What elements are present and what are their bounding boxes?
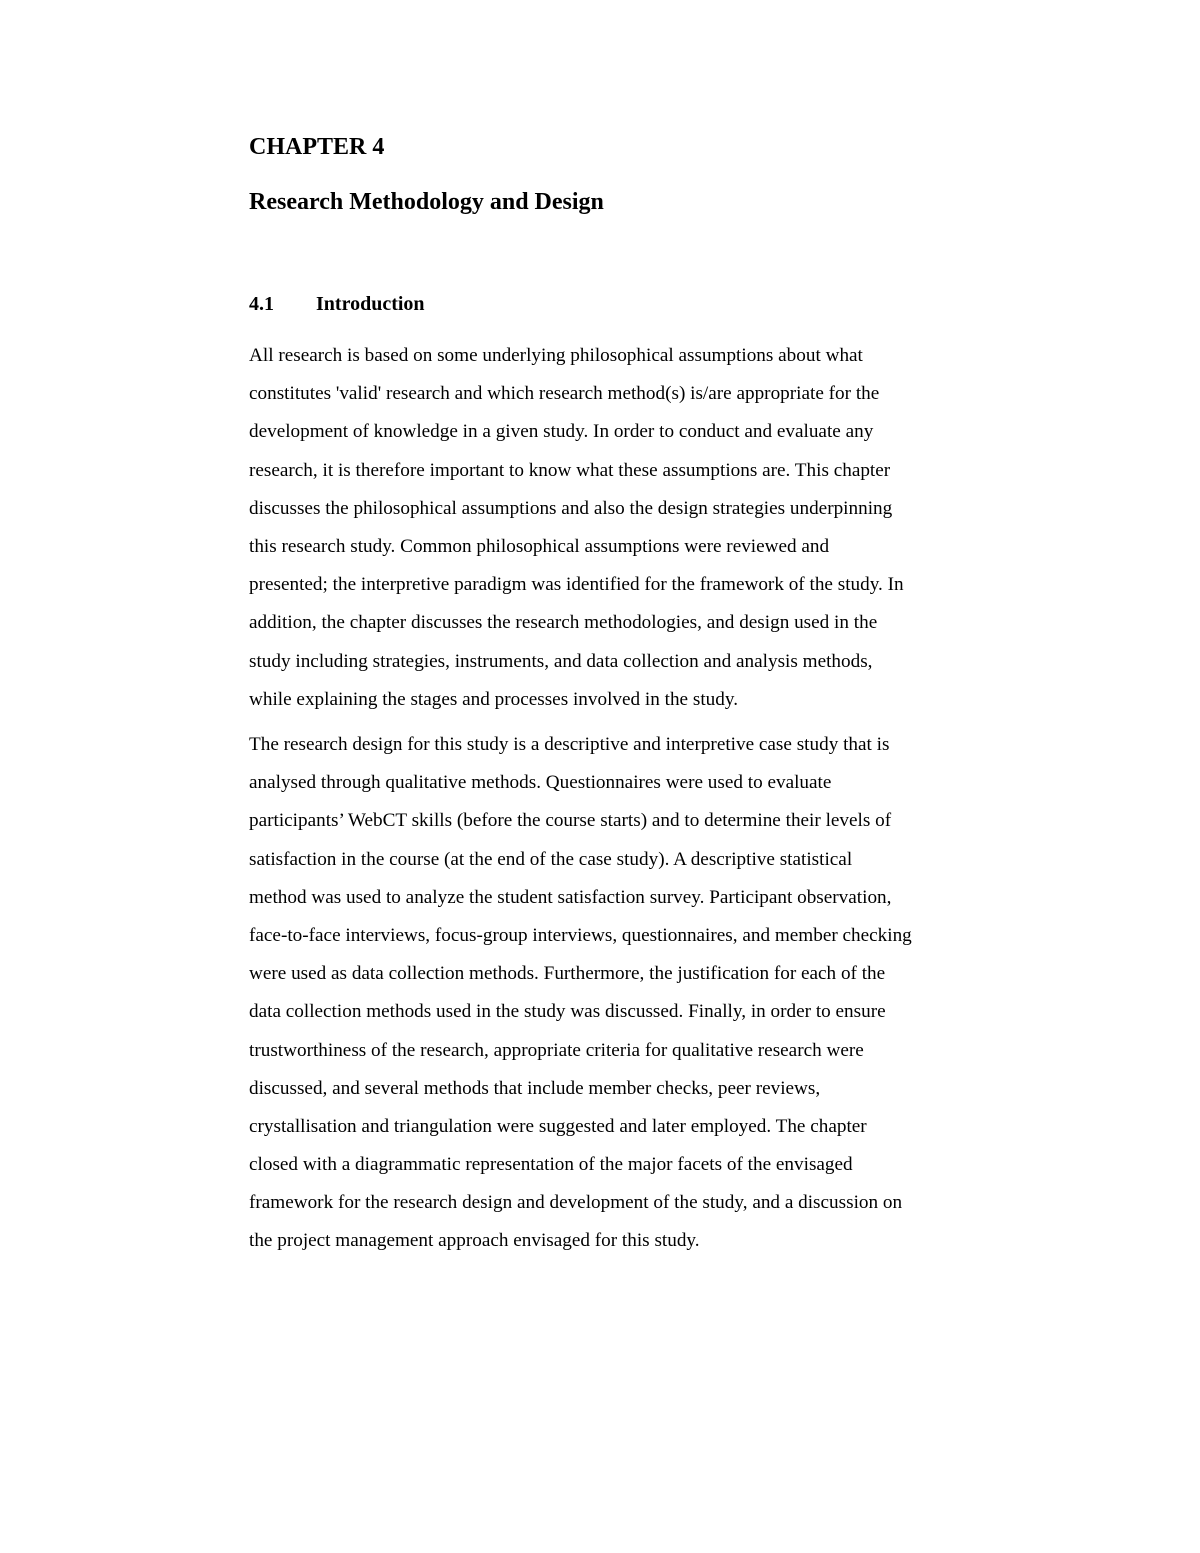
paragraph-line: were used as data collection methods. Furthermore, the justification for each of the [249,963,886,985]
paragraph-intro-2 [249,730,1029,1265]
paragraph-line: the project management approach envisaged for this study. [249,1230,700,1252]
paragraph-line: analysed through qualitative methods. Questionnaires were used to evaluate [249,772,832,794]
paragraph-line: discusses the philosophical assumptions and also the design strategies underpinning [249,497,893,519]
paragraph-line: this research study. Common philosophical assumptions were reviewed and [249,535,830,557]
chapter-title: Research Methodology and Design [249,189,604,215]
paragraph-line: The research design for this study is a descriptive and interpretive case study that is [249,734,890,755]
paragraph-line: All research is based on some underlying philosophical assumptions about what [249,345,863,366]
section-heading [249,293,425,316]
paragraph-line: while explaining the stages and processes involved in the study. [249,688,738,710]
paragraph-line: study including strategies, instruments, and data collection and analysis methods, [249,650,873,672]
paragraph-intro-1 [249,341,1029,723]
paragraph-line: presented; the interpretive paradigm was identified for the framework of the study. In [249,574,904,596]
paragraph-line: closed with a diagrammatic representation of the major facets of the envisaged [249,1154,853,1176]
paragraph-line: discussed, and several methods that include member checks, peer reviews, [249,1077,821,1099]
paragraph-line: addition, the chapter discusses the research methodologies, and design used in the [249,612,878,634]
paragraph-line: crystallisation and triangulation were suggested and later employed. The chapter [249,1115,867,1137]
paragraph-line: face-to-face interviews, focus-group interviews, questionnaires, and member checking [249,924,912,946]
paragraph-line: constitutes 'valid' research and which research method(s) is/are appropriate for the [249,383,880,405]
paragraph-line: data collection methods used in the study was discussed. Finally, in order to ensure [249,1001,886,1023]
paragraph-line: research, it is therefore important to know what these assumptions are. This chapter [249,459,891,481]
chapter-label: CHAPTER 4 [249,134,385,160]
paragraph-line: development of knowledge in a given study. In order to conduct and evaluate any [249,421,874,443]
paragraph-line: method was used to analyze the student satisfaction survey. Participant observation, [249,886,892,908]
section-title: Introduction [316,293,425,315]
paragraph-line: framework for the research design and development of the study, and a discussion on [249,1192,903,1214]
section-number: 4.1 [249,293,274,315]
paragraph-line: participants’ WebCT skills (before the course starts) and to determine their levels of [249,810,892,832]
paragraph-line: trustworthiness of the research, appropriate criteria for qualitative research were [249,1039,864,1061]
paragraph-line: satisfaction in the course (at the end of the case study). A descriptive statistical [249,848,853,870]
